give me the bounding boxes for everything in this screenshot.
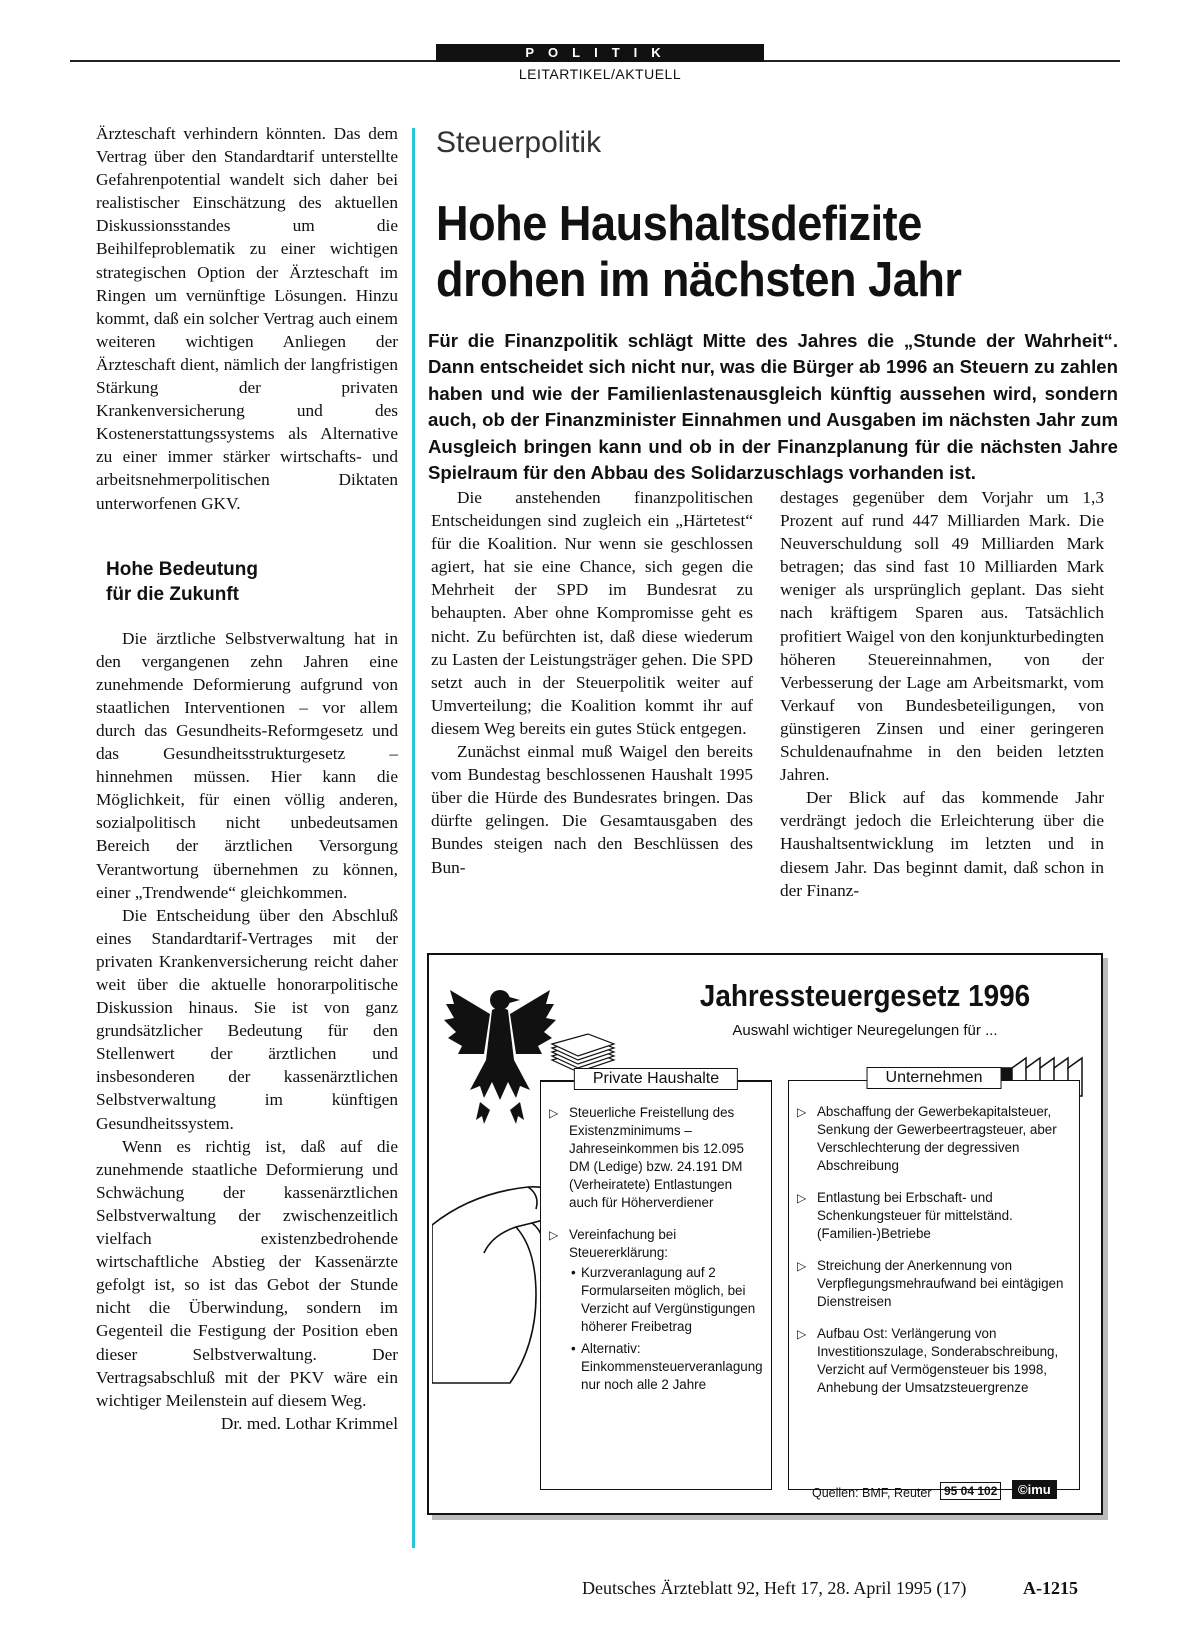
section-label: POLITIK (436, 44, 764, 62)
arrow-right-icon: ▷ (549, 1228, 559, 1242)
graphic-item-text: Streichung der Anerkennung von Verpflegungsmehraufwand bei eintägigen Dienstreisen (817, 1258, 1064, 1309)
graphic-list-item (797, 1257, 1071, 1311)
graphic-item-text: Vereinfachung bei Steuererklärung: (569, 1227, 677, 1260)
graphic-list-item (797, 1325, 1071, 1397)
graphic-list-item (797, 1103, 1071, 1175)
article-column-3 (780, 486, 1104, 902)
arrow-right-icon: ▷ (797, 1105, 807, 1119)
left-paragraph: Wenn es richtig ist, daß auf die zunehmende staatliche Deformierung und Schwächung der kassenärztlichen Selbstverwaltung der zwischenzeitlich vielfach existenzbedrohende wirtschaftliche Abstieg der Kassenärzte gefolgt ist, so ist das Gebot der Stunde nicht die Überwindung, sondern im Gegenteil die Festigung der Position eben dieser Selbstverwaltung. Der Vertragsabschluß mit der PKV wäre ein wichtiger Meilenstein auf diesem Weg. (96, 1136, 398, 1410)
subheading-line: für die Zukunft (106, 583, 239, 605)
private-households-panel (540, 1070, 772, 1490)
graphic-title: Jahressteuergesetz 1996 (699, 978, 1031, 1013)
graphic-item-text: Aufbau Ost: Verlängerung von Investitionszulage, Sonderabschreibung, Verzicht auf Vermögensteuer bis 1998, Anhebung der Umsatzsteuergrenze (817, 1326, 1059, 1395)
arrow-right-icon: ▷ (549, 1106, 559, 1120)
graphic-subitem (569, 1340, 763, 1394)
footer-journal: Deutsches Ärzteblatt 92, Heft 17, 28. April 1995 (17) (582, 1578, 967, 1598)
article-paragraph: Zunächst einmal muß Waigel den bereits vom Bundestag beschlossenen Haushalt 1995 über die Hürde des Bundesrates bringen. Das dürfte gelingen. Die Gesamtausgaben des Bundes steigen nach den Beschlüssen des Bun- (431, 742, 753, 877)
left-paragraph: Ärzteschaft verhindern könnten. Das dem Vertrag über den Standardtarif unterstellte Gefahrenpotential wandelt sich daher bei realistischer Einschätzung des aktuellen Diskussionsstandes um die Beihilfeproblematik zu einer wichtigen strategischen Option der Ärzteschaft im Ringen um vernünftige Lösungen. Hinzu kommt, daß ein solcher Vertrag auch einem weiteren wichtigen Anliegen der Ärzteschaft dient, nämlich der langfristigen Stärkung der privaten Krankenversicherung und des Kostenerstattungssystems als Alternative zu einer immer stärker wirtschafts- und arbeitsnehmerpolitischen Diktaten unterworfenen GKV. (96, 124, 398, 513)
article-column-2 (431, 486, 753, 879)
business-panel (788, 1069, 1080, 1490)
article-lead: Für die Finanzpolitik schlägt Mitte des Jahres die „Stunde der Wahrheit“. Dann entscheidet sich nicht nur, was die Bürger ab 1996 an Steuern zu zahlen haben und wie der Familienlastenausgleich künftig aussehen wird, sondern auch, ob der Finanzminister Einnahmen und Ausgaben im nächsten Jahr zum Ausgleich bringen kann und ob in der Finanzplanung für die nächsten Jahre Spielraum für den Abbau des Solidarzuschlags vorhanden ist. (428, 330, 1118, 484)
graphic-sources: Quellen: BMF, Reuter (812, 1486, 932, 1500)
column-divider (412, 128, 415, 1548)
article-kicker: Steuerpolitik (436, 126, 602, 159)
business-heading: Unternehmen (867, 1067, 1002, 1089)
headline-line: Hohe Haushaltsdefizite (436, 197, 922, 251)
graphic-code: 95 04 102 (940, 1482, 1001, 1500)
bullet-icon: • (571, 1341, 576, 1356)
graphic-credit: ©imu (1012, 1480, 1057, 1499)
graphic-list-item (549, 1226, 763, 1394)
private-households-heading: Private Haushalte (574, 1068, 738, 1090)
article-paragraph: Die anstehenden finanzpolitischen Entscheidungen sind zugleich ein „Härtetest“ für die Koalition. Nur wenn sie geschlossen agiert, hat sie eine Chance, sich gegen die Mehrheit der SPD im Bundesrat zu behaupten. Aber ohne Kompromisse geht es nicht. Zu befürchten ist, daß diese wiederum zu Lasten der Leistungsträger gehen. Die SPD setzt auch in der Steuerpolitik weiter auf Umverteilung; die Koalition kommt ihr auf diesem Weg bereits ein gutes Stück entgegen. (431, 488, 753, 738)
graphic-item-text: Entlastung bei Erbschaft- und Schenkungsteuer für mittelständ. (Familien-)Betriebe (817, 1190, 1013, 1241)
graphic-subitem (569, 1264, 763, 1336)
subsection-label: LEITARTIKEL/AKTUELL (518, 66, 682, 82)
graphic-item-text: Abschaffung der Gewerbekapitalsteuer, Senkung der Gewerbeertragsteuer, aber Verschlechterung der degressiven Abschreibung (817, 1104, 1057, 1173)
graphic-subtitle: Auswahl wichtiger Neuregelungen für ... (732, 1022, 998, 1039)
graphic-list-item (797, 1189, 1071, 1243)
subheading-line: Hohe Bedeutung (106, 558, 258, 580)
article-paragraph: destages gegenüber dem Vorjahr um 1,3 Prozent auf rund 447 Milliarden Mark. Die Neuverschuldung soll 49 Milliarden Mark betragen; das sind fast 10 Milliarden Mark weniger als ursprünglich geplant. Das sieht nach kräftigem Sparen aus. Tatsächlich profitiert Waigel von den konjunkturbedingten höheren Steuereinnahmen, von der Verbesserung der Lage am Arbeitsmarkt, vom Verkauf von Bundesbeteiligungen, von günstigeren Zinsen und einer geringeren Schuldenaufnahme in den beiden letzten Jahren. (780, 488, 1104, 785)
graphic-subitem-text: Kurzveranlagung auf 2 Formularseiten möglich, bei Verzicht auf Vergünstigungen höherer Freibetrag (581, 1265, 756, 1334)
arrow-right-icon: ▷ (797, 1327, 807, 1341)
left-subheading (106, 557, 398, 607)
headline-line: drohen im nächsten Jahr (436, 253, 962, 307)
arrow-right-icon: ▷ (797, 1259, 807, 1273)
bullet-icon: • (571, 1265, 576, 1280)
graphic-subitem-text: Alternativ: Einkommensteuerveranlagung nur noch alle 2 Jahre (581, 1341, 763, 1392)
footer-page-number: A-1215 (1023, 1578, 1078, 1598)
graphic-list-item (549, 1104, 763, 1212)
graphic-item-text: Steuerliche Freistellung des Existenzminimums – Jahreseinkommen bis 12.095 DM (Ledige) bzw. 24.191 DM (Verheiratete) Entlastungen auch für Höherverdiener (569, 1105, 744, 1210)
left-column (96, 122, 398, 1435)
arrow-right-icon: ▷ (797, 1191, 807, 1205)
article-paragraph: Der Blick auf das kommende Jahr verdrängt jedoch die Erleichterung über die Haushaltsentwicklung im letzten und in diesem Jahr. Das beginnt damit, daß schon in der Finanz- (780, 788, 1104, 900)
left-paragraph: Die ärztliche Selbstverwaltung hat in den vergangenen zehn Jahren eine zunehmende Deformierung aufgrund von staatlichen Interventionen – vor allem durch das Gesundheits-Reformgesetz und das Gesundheitsstrukturgesetz – hinnehmen müssen. Hier kann die Möglichkeit, für einen völlig anderen, sozialpolitisch nicht unbedeutsamen Bereich der ärztlichen Versorgung Verantwortung übernehmen zu können, einer „Trendwende“ gleichkommen. (96, 628, 398, 902)
author-signature: Dr. med. Lothar Krimmel (220, 1413, 398, 1433)
left-paragraph: Die Entscheidung über den Abschluß eines Standardtarif-Vertrages mit der privaten Krankenversicherung reicht daher weit über die aktuelle honorarpolitische Diskussion hinaus. Sie ist von ganz grundsätzlicher Bedeutung für den Stellenwert der ärztlichen und insbesonderen der kassenärztlichen Selbstverwaltung im künftigen Gesundheitssystem. (96, 905, 398, 1133)
article-headline (436, 196, 1062, 308)
